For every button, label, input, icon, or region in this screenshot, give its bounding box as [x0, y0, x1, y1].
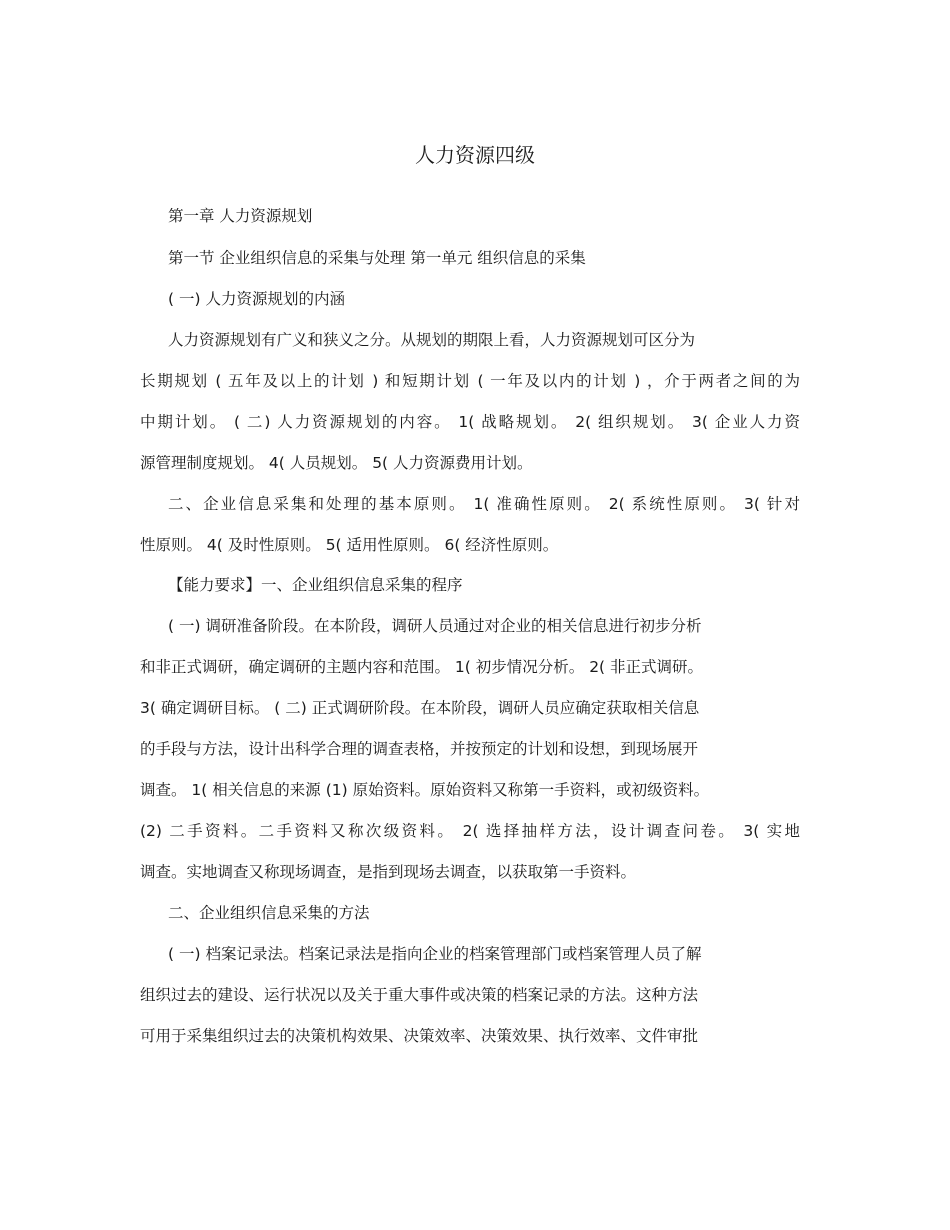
document-title: 人力资源四级	[415, 143, 535, 167]
paragraph-line: 长期规划 ( 五年及以上的计划 ) 和短期计划 ( 一年及以内的计划 ) ，介于两者之间的为	[140, 372, 800, 390]
paragraph-line: 源管理制度规划。 4( 人员规划。 5( 人力资源费用计划。	[140, 454, 533, 472]
chapter-heading: 第一章 人力资源规划	[168, 207, 313, 225]
paragraph-line: 调查。 1( 相关信息的来源 (1) 原始资料。原始资料又称第一手资料，或初级资料。	[140, 781, 710, 799]
methods-heading: 二、企业组织信息采集的方法	[168, 904, 370, 922]
paragraph-line: 中期计划。 ( 二) 人力资源规划的内容。 1( 战略规划。 2( 组织规划。 3( 企业人力资	[140, 413, 800, 431]
paragraph-line: 人力资源规划有广义和狭义之分。从规划的期限上看，人力资源规划可区分为	[168, 331, 696, 349]
paragraph-line: 可用于采集组织过去的决策机构效果、决策效率、决策效果、执行效率、文件审批	[140, 1027, 699, 1045]
paragraph-line: ( 一) 档案记录法。档案记录法是指向企业的档案管理部门或档案管理人员了解	[168, 945, 702, 963]
paragraph-line: ( 一) 调研准备阶段。在本阶段，调研人员通过对企业的相关信息进行初步分析	[168, 617, 702, 635]
subsection-heading: ( 一) 人力资源规划的内涵	[168, 290, 345, 308]
paragraph-line: (2) 二手资料。二手资料又称次级资料。 2( 选择抽样方法，设计调查问卷。 3( 实地	[140, 822, 800, 840]
paragraph-line: 的手段与方法，设计出科学合理的调查表格，并按预定的计划和设想，到现场展开	[140, 740, 699, 758]
ability-heading: 【能力要求】一、企业组织信息采集的程序	[168, 576, 463, 594]
paragraph-line: 调查。实地调查又称现场调查，是指到现场去调查，以获取第一手资料。	[140, 863, 637, 881]
paragraph-line: 二、企业信息采集和处理的基本原则。 1( 准确性原则。 2( 系统性原则。 3( 针对	[168, 495, 800, 513]
paragraph-line: 3( 确定调研目标。 ( 二) 正式调研阶段。在本阶段，调研人员应确定获取相关信息	[140, 699, 700, 717]
section-heading: 第一节 企业组织信息的采集与处理 第一单元 组织信息的采集	[168, 249, 586, 267]
paragraph-line: 组织过去的建设、运行状况以及关于重大事件或决策的档案记录的方法。这种方法	[140, 986, 699, 1004]
paragraph-line: 性原则。 4( 及时性原则。 5( 适用性原则。 6( 经济性原则。	[140, 536, 559, 554]
paragraph-line: 和非正式调研，确定调研的主题内容和范围。 1( 初步情况分析。 2( 非正式调研。	[140, 658, 704, 676]
